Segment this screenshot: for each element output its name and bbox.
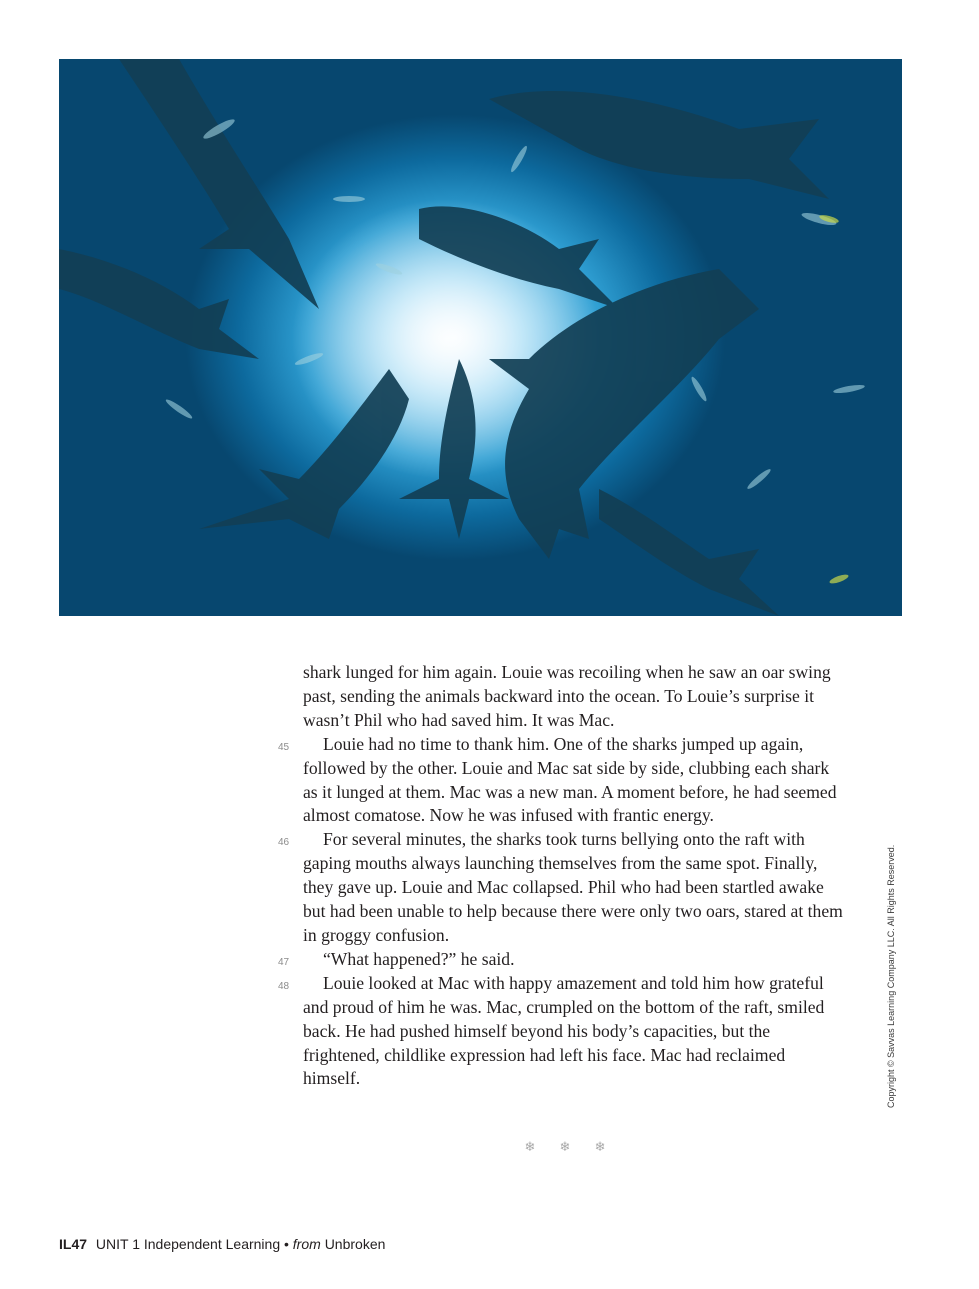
paragraph-number: 46	[278, 837, 290, 849]
paragraph-number: 47	[278, 956, 290, 968]
paragraph-number: 45	[278, 741, 290, 753]
paragraph-text: Louie had no time to thank him. One of the sharks jumped up again, followed by the other. Louie and Mac sat side by side, clubbing each shark as it lunged at them. Mac was a new man. A moment before, he had seemed almost comatose. Now he was infused with frantic energy.	[303, 733, 837, 826]
paragraph	[278, 948, 843, 972]
section-divider: ❄ ❄ ❄	[524, 1140, 616, 1155]
paragraph-text: “What happened?” he said.	[323, 948, 515, 969]
selection-title: Unbroken	[324, 1236, 386, 1252]
sharks-photo	[59, 59, 902, 616]
paragraph	[278, 972, 843, 1092]
paragraph-text: Louie looked at Mac with happy amazement and told him how grateful and proud of him he was. Mac, crumpled on the bottom of the raft, smiled back. He had pushed himself beyond his body’s capacities, but the frightened, childlike expression had left his face. Mac had reclaimed himself.	[303, 972, 825, 1089]
sharks-silhouettes	[59, 59, 902, 616]
paragraph-text: For several minutes, the sharks took turns bellying onto the raft with gaping mouths always launching themselves from the same spot. Finally, they gave up. Louie and Mac collapsed. Phil who had been startled awake but had been unable to help because there were only two oars, stared at them in groggy confusion.	[303, 829, 843, 945]
paragraph-text: shark lunged for him again. Louie was recoiling when he saw an oar swing past, sending the animals backward into the ocean. To Louie’s surprise it wasn’t Phil who had saved him. It was Mac.	[303, 662, 831, 730]
page-footer	[59, 1236, 385, 1252]
copyright-notice: Copyright © Savvas Learning Company LLC. All Rights Reserved.	[886, 844, 896, 1108]
paragraph	[278, 828, 843, 948]
paragraph	[303, 661, 843, 733]
paragraph-number: 48	[278, 980, 290, 992]
paragraph	[278, 733, 843, 829]
from-label: from	[292, 1236, 321, 1252]
story-text	[278, 661, 843, 1091]
unit-label: UNIT 1 Independent Learning •	[95, 1236, 289, 1252]
page-number: IL47	[59, 1236, 88, 1252]
